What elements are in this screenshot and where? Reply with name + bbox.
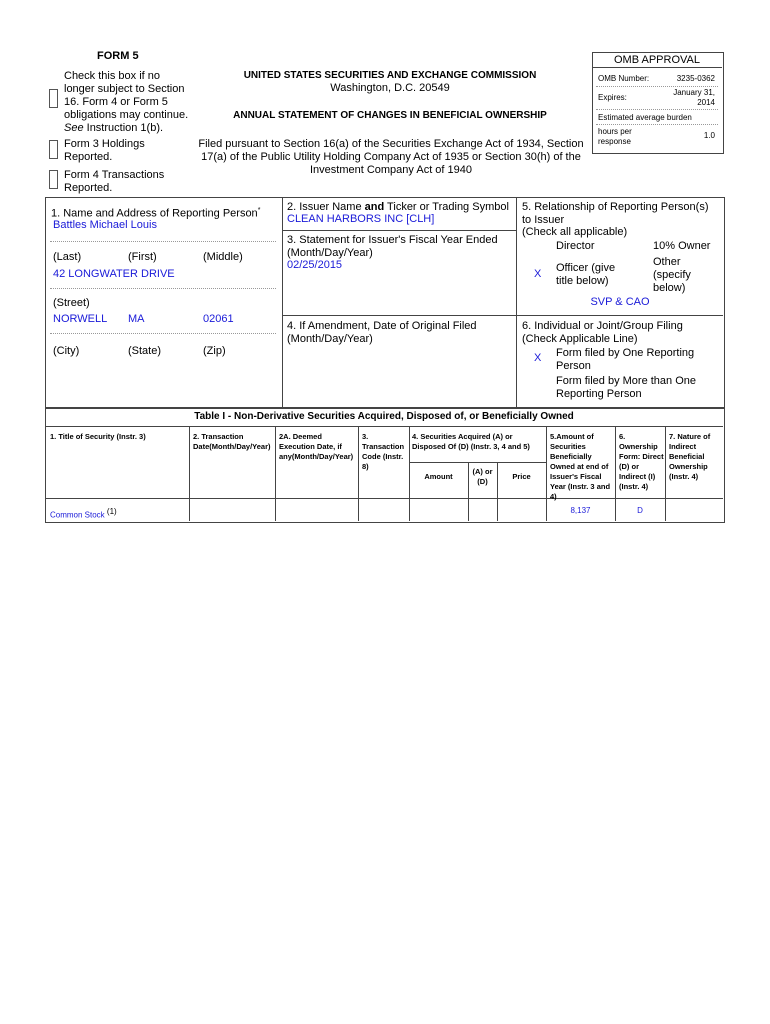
col-deemed-execution-date: 2A. Deemed Execution Date, if any(Month/Day/Year) <box>279 432 354 461</box>
street-label: (Street) <box>53 297 90 309</box>
box2-label: 2. Issuer Name and Ticker or Trading Symbol <box>287 201 509 213</box>
agency-location: Washington, D.C. 20549 <box>330 82 450 94</box>
form3-checkbox[interactable] <box>49 140 58 159</box>
box1-label: 1. Name and Address of Reporting Person* <box>51 207 261 220</box>
omb-expires-label: Expires: <box>598 93 627 102</box>
ownership-form-value: D <box>637 506 643 515</box>
omb-expires-line1: January 31, <box>673 88 715 97</box>
omb-expires-line2: 2014 <box>697 98 715 107</box>
box5-label: 5. Relationship of Reporting Person(s) to Issuer <box>522 201 709 226</box>
state-label: (State) <box>128 345 162 357</box>
table-row <box>50 507 117 521</box>
footnote-ref[interactable]: (1) <box>106 507 117 516</box>
reporting-person-name: Battles Michael Louis <box>53 219 157 231</box>
col-price: Price <box>512 472 531 481</box>
form3-label: Form 3 Holdings Reported. <box>64 138 145 163</box>
box4-label: 4. If Amendment, Date of Original Filed (Month/Day/Year) <box>287 320 477 345</box>
col-securities-acquired: 4. Securities Acquired (A) or Disposed Of (D) (Instr. 3, 4 and 5) <box>412 432 530 451</box>
multi-person-option[interactable]: Form filed by More than One Reporting Person <box>556 375 697 400</box>
officer-check-mark[interactable]: X <box>534 268 542 280</box>
other-option[interactable]: Other (specify below) <box>653 256 691 294</box>
director-option[interactable]: Director <box>556 240 595 252</box>
box5-sub: (Check all applicable) <box>522 226 628 238</box>
col-nature-of-ownership: 7. Nature of Indirect Beneficial Ownership (Instr. 4) <box>669 432 711 481</box>
zip-value: 02061 <box>203 313 234 325</box>
col-ownership-form: 6. Ownership Form: Direct (D) or Indirect (I) (Instr. 4) <box>619 432 664 491</box>
omb-burden-label: Estimated average burden <box>598 113 692 122</box>
city-value: NORWELL <box>53 313 108 325</box>
officer-title: SVP & CAO <box>590 296 650 308</box>
section16-checkbox[interactable] <box>49 89 58 108</box>
form-title: FORM 5 <box>97 50 139 62</box>
city-label: (City) <box>53 345 80 357</box>
box6-label: 6. Individual or Joint/Group Filing (Check Applicable Line) <box>522 320 683 345</box>
amount-owned-value: 8,137 <box>570 506 591 515</box>
omb-hours-label: hours per response <box>598 127 632 146</box>
col-transaction-date: 2. Transaction Date(Month/Day/Year) <box>193 432 271 451</box>
one-person-check-mark[interactable]: X <box>534 352 542 364</box>
security-title: Common Stock <box>50 510 105 520</box>
col-title-of-security: 1. Title of Security (Instr. 3) <box>50 432 146 441</box>
omb-title: OMB APPROVAL <box>614 54 700 66</box>
form4-checkbox[interactable] <box>49 170 58 189</box>
agency-name: UNITED STATES SECURITIES AND EXCHANGE COMMISSION <box>243 70 537 81</box>
first-label: (First) <box>128 251 157 263</box>
zip-label: (Zip) <box>203 345 226 357</box>
street-address: 42 LONGWATER DRIVE <box>53 268 175 280</box>
omb-number-label: OMB Number: <box>598 74 650 83</box>
one-person-option[interactable]: Form filed by One Reporting Person <box>556 347 695 372</box>
ten-percent-owner-option[interactable]: 10% Owner <box>653 240 711 252</box>
box3-label: 3. Statement for Issuer's Fiscal Year Ended (Month/Day/Year) <box>287 234 498 259</box>
last-label: (Last) <box>53 251 82 263</box>
statement-title: ANNUAL STATEMENT OF CHANGES IN BENEFICIAL OWNERSHIP <box>233 110 547 121</box>
col-a-or-d: (A) or (D) <box>472 467 493 486</box>
omb-number-value: 3235-0362 <box>676 74 715 83</box>
form4-label: Form 4 Transactions Reported. <box>64 169 165 194</box>
col-transaction-code: 3. Transaction Code (Instr. 8) <box>362 432 405 471</box>
col-amount-owned: 5.Amount of Securities Beneficially Owned at end of Issuer's Fiscal Year (Instr. 3 and 4) <box>550 432 611 501</box>
officer-option[interactable]: Officer (give title below) <box>556 262 616 287</box>
middle-label: (Middle) <box>203 251 243 263</box>
table1-title: Table I - Non-Derivative Securities Acquired, Disposed of, or Beneficially Owned <box>194 411 574 422</box>
issuer-name: CLEAN HARBORS INC [CLH] <box>287 213 435 225</box>
fiscal-year-end: 02/25/2015 <box>287 259 343 271</box>
section16-label: Check this box if no longer subject to Section 16. Form 4 or Form 5 obligations may continue. See Instruction 1(b). <box>64 70 189 134</box>
state-value: MA <box>128 313 145 325</box>
omb-hours-value: 1.0 <box>703 131 715 140</box>
col-amount: Amount <box>424 472 453 481</box>
filed-pursuant: Filed pursuant to Section 16(a) of the Securities Exchange Act of 1934, Section 17(a) of the Public Utility Holding Company Act of 1935 or Section 30(h) of the Investment Company Act of 1940 <box>198 138 584 176</box>
